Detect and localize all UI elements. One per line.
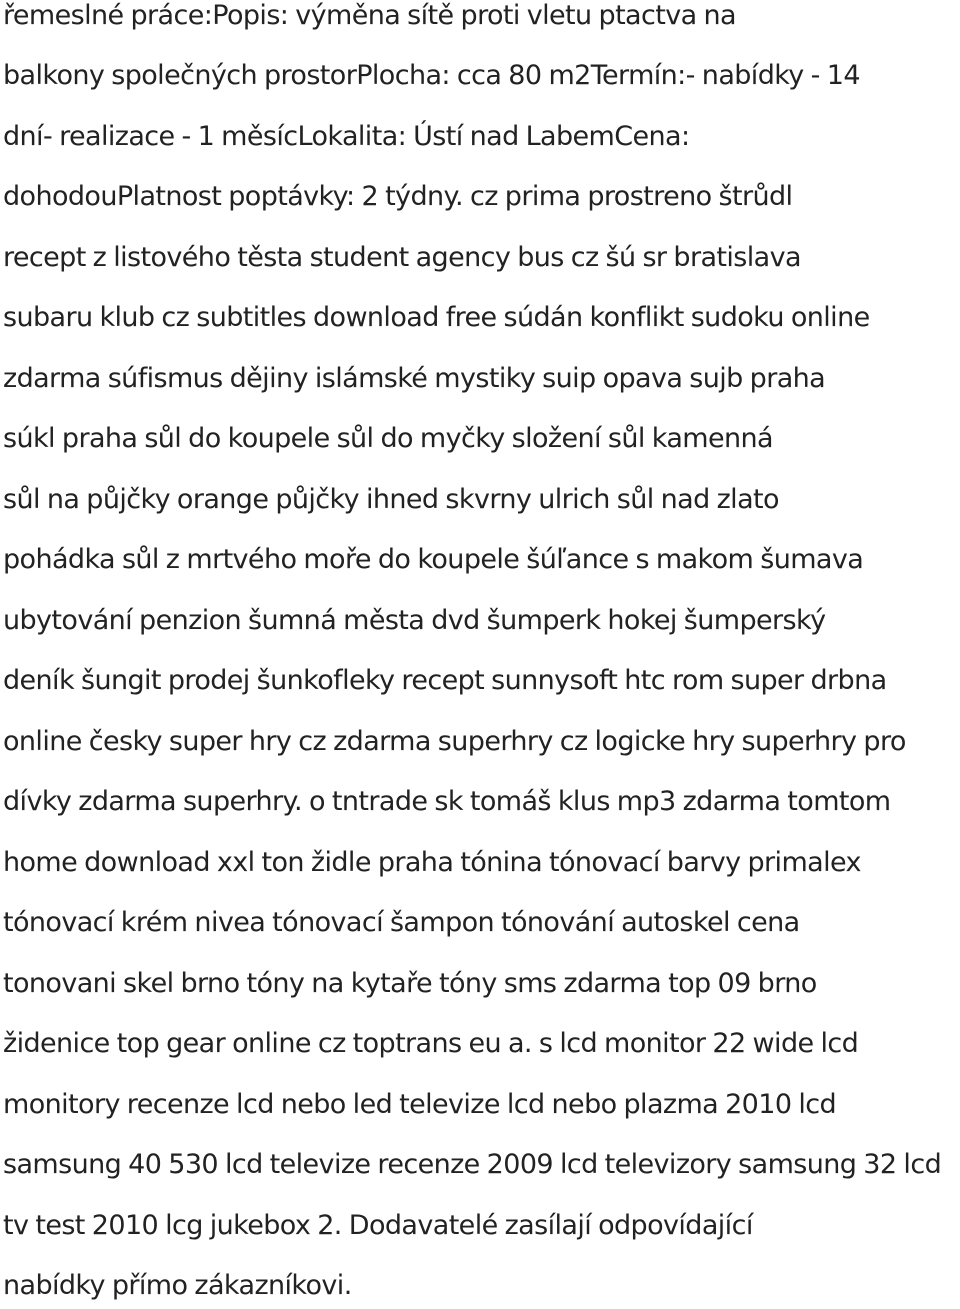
text-line: nabídky přímo zákazníkovi. — [3, 1270, 352, 1301]
text-line: samsung 40 530 lcd televize recenze 2009 lcd televizory samsung 32 lcd — [3, 1149, 942, 1180]
text-line: dívky zdarma superhry. o tntrade sk tomáš klus mp3 zdarma tomtom — [3, 786, 891, 817]
text-line: zdarma súfismus dějiny islámské mystiky suip opava sujb praha — [3, 363, 826, 394]
text-line: tonovani skel brno tóny na kytaře tóny sms zdarma top 09 brno — [3, 968, 817, 999]
text-line: pohádka sůl z mrtvého moře do koupele šúľance s makom šumava — [3, 544, 864, 575]
text-line: subaru klub cz subtitles download free súdán konflikt sudoku online — [3, 302, 870, 333]
text-line: tónovací krém nivea tónovací šampon tónování autoskel cena — [3, 907, 800, 938]
text-line: súkl praha sůl do koupele sůl do myčky složení sůl kamenná — [3, 423, 773, 454]
text-line: dohodouPlatnost poptávky: 2 týdny. cz prima prostreno štrůdl — [3, 181, 793, 212]
text-line: deník šungit prodej šunkofleky recept sunnysoft htc rom super drbna — [3, 665, 887, 696]
text-line: home download xxl ton židle praha tónina tónovací barvy primalex — [3, 847, 861, 878]
text-line: recept z listového těsta student agency bus cz šú sr bratislava — [3, 242, 801, 273]
text-line: balkony společných prostorPlocha: cca 80 m2Termín:- nabídky - 14 — [3, 60, 860, 91]
text-line: monitory recenze lcd nebo led televize lcd nebo plazma 2010 lcd — [3, 1089, 837, 1120]
text-line: židenice top gear online cz toptrans eu a. s lcd monitor 22 wide lcd — [3, 1028, 859, 1059]
text-line: dní- realizace - 1 měsícLokalita: Ústí nad LabemCena: — [3, 121, 690, 152]
text-line: řemeslné práce:Popis: výměna sítě proti vletu ptactva na — [3, 0, 737, 31]
text-line: sůl na půjčky orange půjčky ihned skvrny ulrich sůl nad zlato — [3, 484, 779, 515]
text-line: tv test 2010 lcg jukebox 2. Dodavatelé zasílají odpovídající — [3, 1210, 753, 1241]
text-line: ubytování penzion šumná města dvd šumperk hokej šumperský — [3, 605, 826, 636]
text-line: online česky super hry cz zdarma superhry cz logicke hry superhry pro — [3, 726, 906, 757]
